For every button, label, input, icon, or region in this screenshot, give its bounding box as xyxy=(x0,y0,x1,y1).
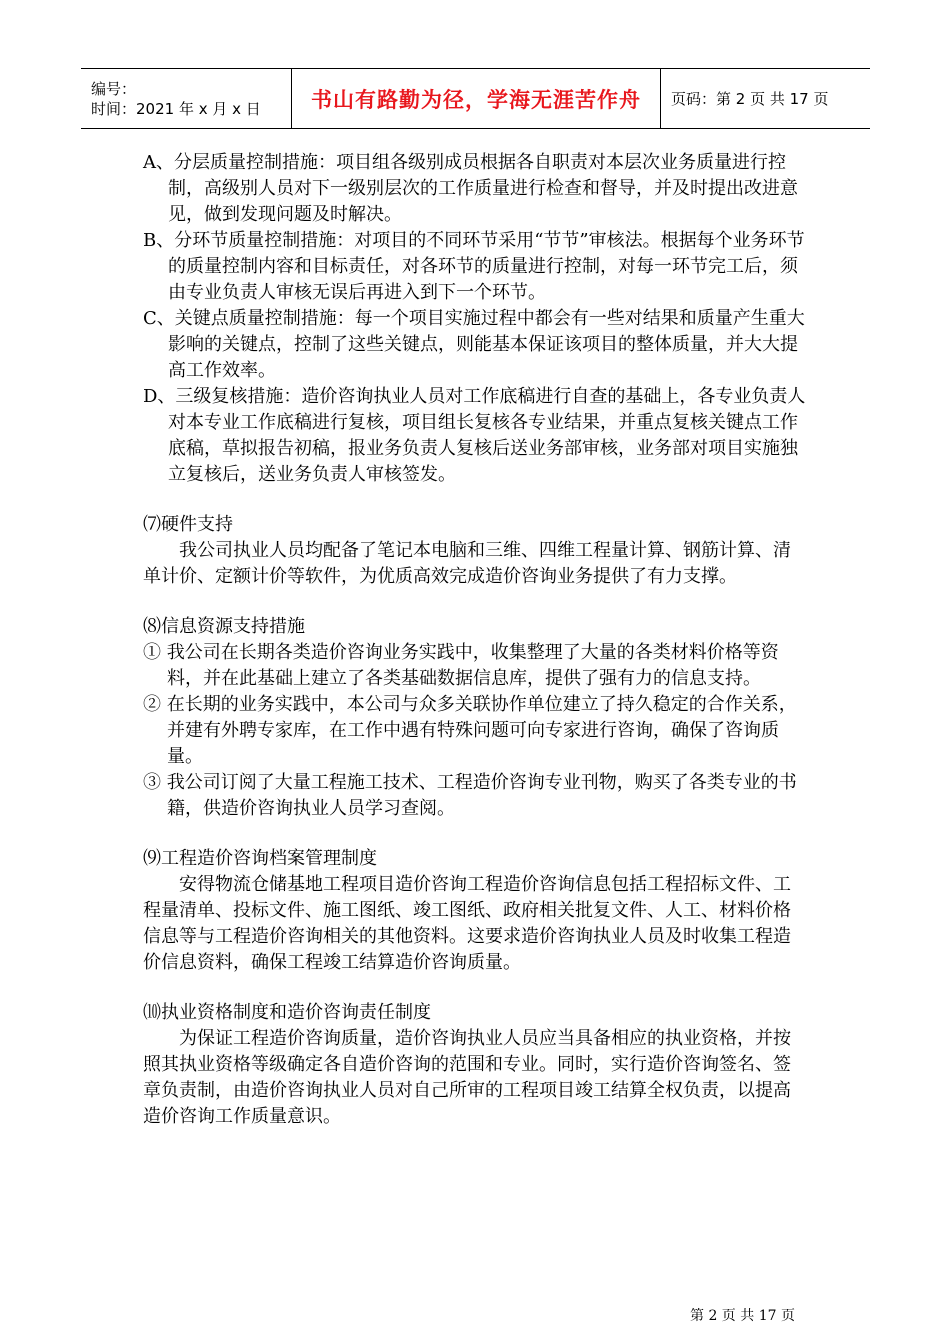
page-footer: 第 2 页 共 17 页 xyxy=(690,1308,795,1324)
section10-text: 为保证工程造价咨询质量，造价咨询执业人员应当具备相应的执业资格，并按照其执业资格等级确定各自造价咨询的范围和专业。同时，实行造价咨询签名、签章负责制，由造价咨询执业人员对自己所审的工程项目竣工结算全权负责，以提高造价咨询工作质量意识。 xyxy=(143,1028,791,1127)
serial-label: 编号： xyxy=(91,79,137,98)
section9-title: ⑼工程造价咨询档案管理制度 xyxy=(143,848,377,869)
measure-c: C、关键点质量控制措施：每一个项目实施过程中都会有一些对结果和质量产生重大影响的关键点，控制了这些关键点，则能基本保证该项目的整体质量，并大大提高工作效率。 xyxy=(143,308,805,381)
header-meta xyxy=(81,69,292,128)
page-header xyxy=(81,68,870,129)
header-motto: 书山有路勤为径，学海无涯苦作舟 xyxy=(292,69,661,128)
section8-title: ⑻信息资源支持措施 xyxy=(143,616,305,637)
header-page-info: 页码：第 2 页 共 17 页 xyxy=(671,90,829,108)
time-label: 时间：2021 年 x 月 x 日 xyxy=(91,99,261,118)
measure-a: A、分层质量控制措施：项目组各级别成员根据各自职责对本层次业务质量进行控制，高级别人员对下一级别层次的工作质量进行检查和督导，并及时提出改进意见，做到发现问题及时解决。 xyxy=(143,152,798,225)
section7-text: 我公司执业人员均配备了笔记本电脑和三维、四维工程量计算、钢筋计算、清单计价、定额计价等软件，为优质高效完成造价咨询业务提供了有力支撑。 xyxy=(143,540,791,587)
measure-b: B、分环节质量控制措施：对项目的不同环节采用“节节”审核法。根据每个业务环节的质量控制内容和目标责任，对各环节的质量进行控制，对每一环节完工后，须由专业负责人审核无误后再进入到下一个环节。 xyxy=(143,230,805,303)
section8-item-3: ③ 我公司订阅了大量工程施工技术、工程造价咨询专业刊物，购买了各类专业的书籍，供造价咨询执业人员学习查阅。 xyxy=(143,772,797,819)
section8-item-1: ① 我公司在长期各类造价咨询业务实践中，收集整理了大量的各类材料价格等资料，并在此基础上建立了各类基础数据信息库，提供了强有力的信息支持。 xyxy=(143,642,779,689)
section9-text: 安得物流仓储基地工程项目造价咨询工程造价咨询信息包括工程招标文件、工程量清单、投标文件、施工图纸、竣工图纸、政府相关批复文件、人工、材料价格信息等与工程造价咨询相关的其他资料。这要求造价咨询执业人员及时收集工程造价信息资料，确保工程竣工结算造价咨询质量。 xyxy=(143,874,791,973)
section7-title: ⑺硬件支持 xyxy=(143,514,233,535)
measure-d: D、三级复核措施：造价咨询执业人员对工作底稿进行自查的基础上，各专业负责人对本专业工作底稿进行复核，项目组长复核各专业结果，并重点复核关键点工作底稿，草拟报告初稿，报业务负责人复核后送业务部审核，业务部对项目实施独立复核后，送业务负责人审核签发。 xyxy=(143,386,806,485)
section10-title: ⑽执业资格制度和造价咨询责任制度 xyxy=(143,1002,431,1023)
document-body xyxy=(143,150,808,1130)
section8-item-2: ② 在长期的业务实践中，本公司与众多关联协作单位建立了持久稳定的合作关系，并建有外聘专家库，在工作中遇有特殊问题可向专家进行咨询，确保了咨询质量。 xyxy=(143,694,797,767)
